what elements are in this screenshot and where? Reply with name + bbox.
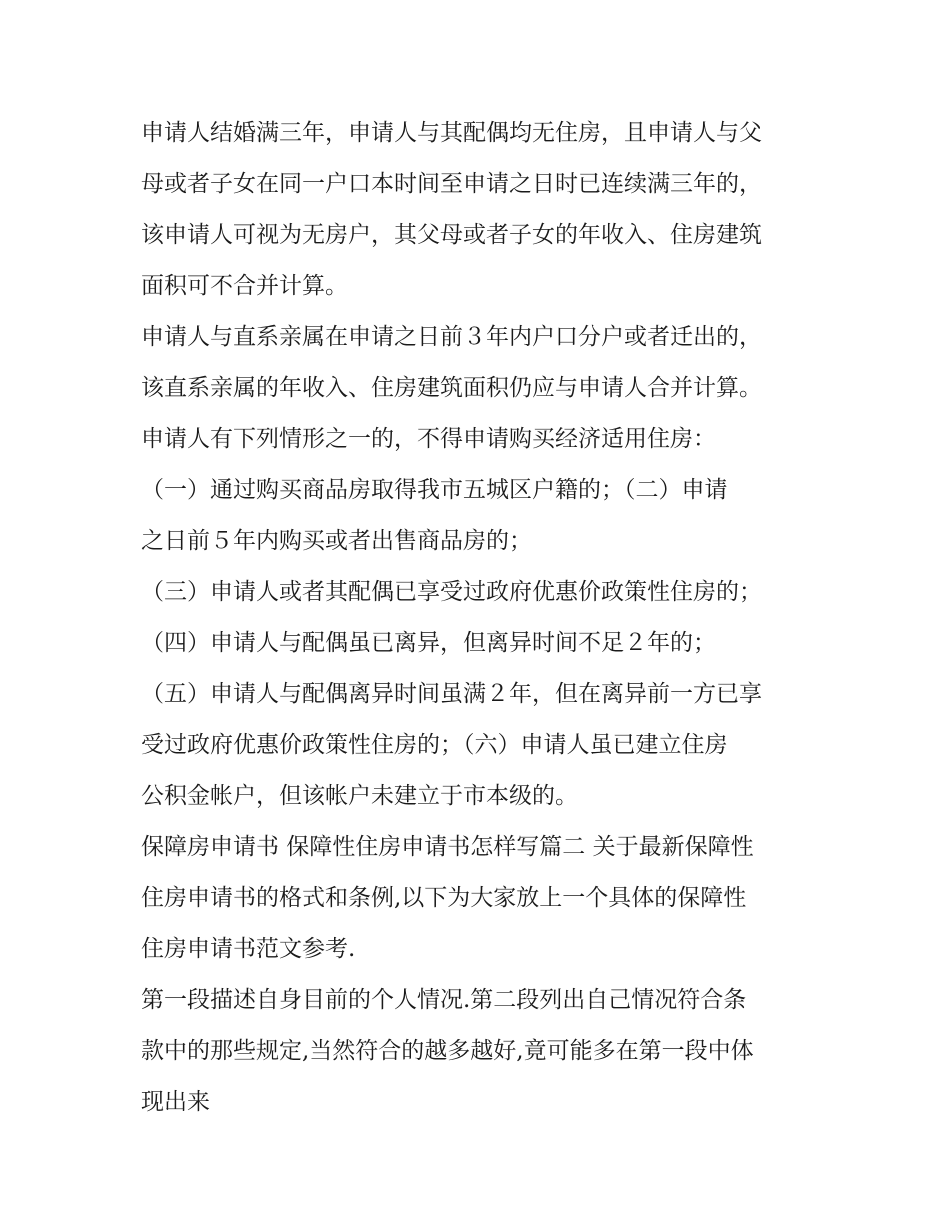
paragraph-exclusions-intro: 申请人有下列情形之一的，不得申请购买经济适用住房： — [141, 426, 716, 452]
paragraph-relatives-rule: 申请人与直系亲属在申请之日前３年内户口分户或者迁出的， 该直系亲属的年收入、住房建筑面积仍应与申请人合并计算。 — [141, 324, 762, 401]
paragraph-exclusion-3: （三）申请人或者其配偶已享受过政府优惠价政策性住房的； — [141, 579, 762, 605]
paragraph-writing-guide: 第一段描述自身目前的个人情况.第二段列出自己情况符合条 款中的那些规定,当然符合的越多越好,竟可能多在第一段中体 现出来 — [141, 987, 754, 1115]
paragraph-exclusion-4: （四）申请人与配偶虽已离异，但离异时间不足２年的； — [141, 630, 716, 656]
document-body — [141, 108, 821, 1128]
paragraph-section-two-intro: 保障房申请书 保障性住房申请书怎样写篇二 关于最新保障性 住房申请书的格式和条例,以下为大家放上一个具体的保障性 住房申请书范文参考. — [141, 834, 754, 962]
paragraph-exclusion-5-6: （五）申请人与配偶离异时间虽满２年，但在离异前一方已享 受过政府优惠价政策性住房的；（六）申请人虽已建立住房 公积金帐户，但该帐户未建立于市本级的。 — [141, 681, 762, 809]
paragraph-marriage-rule: 申请人结婚满三年，申请人与其配偶均无住房，且申请人与父 母或者子女在同一户口本时间至申请之日时已连续满三年的， 该申请人可视为无房户，其父母或者子女的年收入、住房建筑 面积可不合并计算。 — [141, 120, 762, 299]
paragraph-exclusion-1-2: （一）通过购买商品房取得我市五城区户籍的；（二）申请 之日前５年内购买或者出售商品房的； — [141, 477, 728, 554]
